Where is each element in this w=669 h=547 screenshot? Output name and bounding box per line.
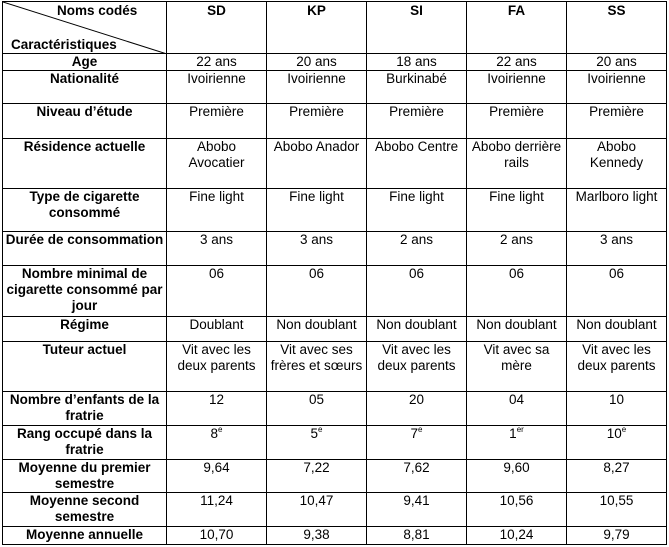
table-row-age bbox=[3, 54, 667, 71]
cell-enfants-fa: 04 bbox=[467, 392, 567, 426]
cell-moy1-si: 7,62 bbox=[367, 460, 467, 493]
cell-nombre-cig-sd: 06 bbox=[167, 266, 267, 317]
row-label-nombre-enfants: Nombre d’enfants de la fratrie bbox=[3, 392, 167, 426]
cell-regime-kp: Non doublant bbox=[267, 317, 367, 342]
row-label-niveau-etude: Niveau d’étude bbox=[3, 104, 167, 139]
characteristics-table bbox=[2, 1, 667, 545]
table-row-nombre-enfants bbox=[3, 392, 667, 426]
corner-label-noms-codes: Noms codés bbox=[57, 3, 138, 18]
cell-rang-si: 7e bbox=[367, 426, 467, 460]
cell-duree-ss: 3 ans bbox=[567, 232, 667, 266]
cell-enfants-ss: 10 bbox=[567, 392, 667, 426]
cell-residence-sd: Abobo Avocatier bbox=[167, 139, 267, 189]
cell-type-ss: Marlboro light bbox=[567, 189, 667, 232]
cell-age-ss: 20 ans bbox=[567, 54, 667, 71]
cell-age-sd: 22 ans bbox=[167, 54, 267, 71]
cell-duree-si: 2 ans bbox=[367, 232, 467, 266]
column-header-sd: SD bbox=[167, 2, 267, 54]
cell-regime-ss: Non doublant bbox=[567, 317, 667, 342]
cell-enfants-si: 20 bbox=[367, 392, 467, 426]
cell-nombre-cig-fa: 06 bbox=[467, 266, 567, 317]
cell-moyan-fa: 10,24 bbox=[467, 527, 567, 545]
cell-age-si: 18 ans bbox=[367, 54, 467, 71]
cell-nationalite-kp: Ivoirienne bbox=[267, 71, 367, 104]
cell-nombre-cig-si: 06 bbox=[367, 266, 467, 317]
table-row-moyenne-second bbox=[3, 493, 667, 527]
cell-moy1-fa: 9,60 bbox=[467, 460, 567, 493]
cell-nombre-cig-kp: 06 bbox=[267, 266, 367, 317]
column-header-kp: KP bbox=[267, 2, 367, 54]
cell-moy2-sd: 11,24 bbox=[167, 493, 267, 527]
cell-type-sd: Fine light bbox=[167, 189, 267, 232]
cell-moy1-ss: 8,27 bbox=[567, 460, 667, 493]
cell-moy2-kp: 10,47 bbox=[267, 493, 367, 527]
cell-age-fa: 22 ans bbox=[467, 54, 567, 71]
cell-residence-ss: Abobo Kennedy bbox=[567, 139, 667, 189]
cell-tuteur-fa: Vit avec sa mère bbox=[467, 342, 567, 392]
cell-moy1-sd: 9,64 bbox=[167, 460, 267, 493]
cell-residence-kp: Abobo Anador bbox=[267, 139, 367, 189]
cell-nombre-cig-ss: 06 bbox=[567, 266, 667, 317]
cell-duree-sd: 3 ans bbox=[167, 232, 267, 266]
cell-type-si: Fine light bbox=[367, 189, 467, 232]
cell-duree-fa: 2 ans bbox=[467, 232, 567, 266]
cell-niveau-si: Première bbox=[367, 104, 467, 139]
corner-label-caracteristiques: Caractéristiques bbox=[11, 37, 117, 52]
table-row-niveau-etude bbox=[3, 104, 667, 139]
cell-nationalite-ss: Ivoirienne bbox=[567, 71, 667, 104]
row-label-nombre-cigarette: Nombre minimal de cigarette consommé par jour bbox=[3, 266, 167, 317]
cell-residence-fa: Abobo derrière rails bbox=[467, 139, 567, 189]
table-row-regime bbox=[3, 317, 667, 342]
cell-enfants-sd: 12 bbox=[167, 392, 267, 426]
cell-niveau-ss: Première bbox=[567, 104, 667, 139]
cell-tuteur-ss: Vit avec les deux parents bbox=[567, 342, 667, 392]
cell-tuteur-sd: Vit avec les deux parents bbox=[167, 342, 267, 392]
row-label-regime: Régime bbox=[3, 317, 167, 342]
table-row-nationalite bbox=[3, 71, 667, 104]
cell-regime-fa: Non doublant bbox=[467, 317, 567, 342]
cell-duree-kp: 3 ans bbox=[267, 232, 367, 266]
column-header-fa: FA bbox=[467, 2, 567, 54]
cell-rang-sd: 8e bbox=[167, 426, 267, 460]
cell-niveau-sd: Première bbox=[167, 104, 267, 139]
cell-nationalite-sd: Ivoirienne bbox=[167, 71, 267, 104]
column-header-ss: SS bbox=[567, 2, 667, 54]
cell-rang-fa: 1er bbox=[467, 426, 567, 460]
cell-nationalite-si: Burkinabé bbox=[367, 71, 467, 104]
table-row-nombre-cigarette bbox=[3, 266, 667, 317]
cell-moy1-kp: 7,22 bbox=[267, 460, 367, 493]
row-label-residence: Résidence actuelle bbox=[3, 139, 167, 189]
row-label-nationalite: Nationalité bbox=[3, 71, 167, 104]
cell-type-fa: Fine light bbox=[467, 189, 567, 232]
cell-moyan-sd: 10,70 bbox=[167, 527, 267, 545]
row-label-moyenne-second: Moyenne second semestre bbox=[3, 493, 167, 527]
cell-moyan-kp: 9,38 bbox=[267, 527, 367, 545]
cell-tuteur-si: Vit avec les deux parents bbox=[367, 342, 467, 392]
table-row-tuteur bbox=[3, 342, 667, 392]
table-row-rang bbox=[3, 426, 667, 460]
cell-residence-si: Abobo Centre bbox=[367, 139, 467, 189]
corner-header-cell bbox=[3, 2, 167, 54]
cell-type-kp: Fine light bbox=[267, 189, 367, 232]
cell-moy2-fa: 10,56 bbox=[467, 493, 567, 527]
cell-rang-ss: 10e bbox=[567, 426, 667, 460]
cell-moy2-si: 9,41 bbox=[367, 493, 467, 527]
table-row-residence bbox=[3, 139, 667, 189]
cell-age-kp: 20 ans bbox=[267, 54, 367, 71]
row-label-age: Age bbox=[3, 54, 167, 71]
cell-niveau-kp: Première bbox=[267, 104, 367, 139]
cell-moy2-ss: 10,55 bbox=[567, 493, 667, 527]
row-label-tuteur: Tuteur actuel bbox=[3, 342, 167, 392]
column-header-si: SI bbox=[367, 2, 467, 54]
cell-moyan-ss: 9,79 bbox=[567, 527, 667, 545]
table-row-duree bbox=[3, 232, 667, 266]
cell-niveau-fa: Première bbox=[467, 104, 567, 139]
row-label-type-cigarette: Type de cigarette consommé bbox=[3, 189, 167, 232]
row-label-moyenne-annuelle: Moyenne annuelle bbox=[3, 527, 167, 545]
header-row bbox=[3, 2, 667, 54]
cell-moyan-si: 8,81 bbox=[367, 527, 467, 545]
row-label-rang: Rang occupé dans la fratrie bbox=[3, 426, 167, 460]
cell-rang-kp: 5e bbox=[267, 426, 367, 460]
row-label-duree: Durée de consommation bbox=[3, 232, 167, 266]
table-row-moyenne-premier bbox=[3, 460, 667, 493]
cell-regime-si: Non doublant bbox=[367, 317, 467, 342]
table-row-moyenne-annuelle bbox=[3, 527, 667, 545]
cell-enfants-kp: 05 bbox=[267, 392, 367, 426]
table-row-type-cigarette bbox=[3, 189, 667, 232]
cell-regime-sd: Doublant bbox=[167, 317, 267, 342]
cell-tuteur-kp: Vit avec ses frères et sœurs bbox=[267, 342, 367, 392]
row-label-moyenne-premier: Moyenne du premier semestre bbox=[3, 460, 167, 493]
cell-nationalite-fa: Ivoirienne bbox=[467, 71, 567, 104]
